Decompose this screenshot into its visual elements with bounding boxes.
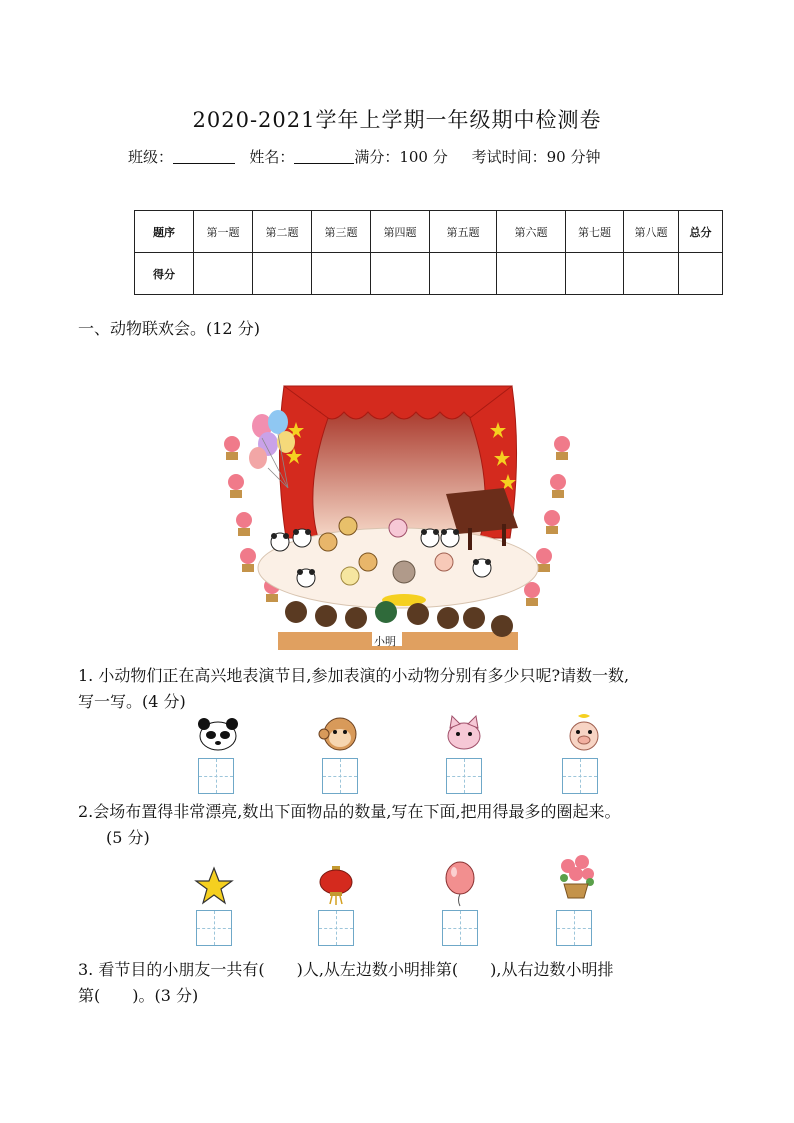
page-title: 2020-2021学年上学期一年级期中检测卷 xyxy=(192,108,602,132)
star-icon xyxy=(194,866,234,906)
table-cell: 第二题 xyxy=(253,211,312,253)
score-cell[interactable] xyxy=(430,253,497,295)
class-label: 班级： xyxy=(128,148,174,166)
answer-box-cat[interactable] xyxy=(446,758,482,794)
flowerpot-icon xyxy=(556,852,596,902)
score-cell[interactable] xyxy=(566,253,624,295)
answer-box-balloon[interactable] xyxy=(442,910,478,946)
score-table-score-row xyxy=(135,253,723,295)
exam-info xyxy=(128,146,600,167)
table-cell: 第一题 xyxy=(194,211,253,253)
pig-icon xyxy=(564,712,604,752)
lantern-icon xyxy=(316,864,356,906)
name-label: 姓名： xyxy=(249,148,295,166)
question-2-text: 2.会场布置得非常漂亮,数出下面物品的数量,写在下面,把用得最多的圈起来。 xyxy=(78,802,621,821)
table-cell: 第四题 xyxy=(371,211,430,253)
score-table xyxy=(134,210,723,295)
class-blank[interactable] xyxy=(173,163,235,164)
table-cell: 第七题 xyxy=(566,211,624,253)
score-cell[interactable] xyxy=(624,253,679,295)
exam-time: 考试时间：90 分钟 xyxy=(471,148,601,166)
table-cell: 第五题 xyxy=(430,211,497,253)
name-blank[interactable] xyxy=(294,163,354,164)
question-2-text-cont: (5 分) xyxy=(106,828,150,847)
table-cell: 第六题 xyxy=(497,211,566,253)
stage-illustration xyxy=(218,378,578,654)
table-cell: 得分 xyxy=(135,253,194,295)
score-cell[interactable] xyxy=(371,253,430,295)
question-3-text: 3. 看节目的小朋友一共有( )人,从左边数小明排第( ),从右边数小明排 xyxy=(78,960,614,979)
score-cell[interactable] xyxy=(194,253,253,295)
table-cell: 题序 xyxy=(135,211,194,253)
question-1-text-cont: 写一写。(4 分) xyxy=(78,692,186,711)
answer-box-panda[interactable] xyxy=(198,758,234,794)
full-score: 满分：100 分 xyxy=(354,148,448,166)
question-3-text-cont: 第( )。(3 分) xyxy=(78,986,199,1005)
score-cell[interactable] xyxy=(312,253,371,295)
cat-icon xyxy=(444,714,484,752)
answer-box-star[interactable] xyxy=(196,910,232,946)
answer-box-pig[interactable] xyxy=(562,758,598,794)
balloon-icon xyxy=(442,860,478,908)
table-cell: 第三题 xyxy=(312,211,371,253)
monkey-icon xyxy=(318,712,364,752)
answer-box-lantern[interactable] xyxy=(318,910,354,946)
answer-box-monkey[interactable] xyxy=(322,758,358,794)
answer-box-flowerpot[interactable] xyxy=(556,910,592,946)
score-cell[interactable] xyxy=(253,253,312,295)
panda-icon xyxy=(196,716,240,752)
score-cell[interactable] xyxy=(679,253,723,295)
table-cell: 总分 xyxy=(679,211,723,253)
question-1-text: 1. 小动物们正在高兴地表演节目,参加表演的小动物分别有多少只呢?请数一数, xyxy=(78,666,630,685)
score-table-header-row xyxy=(135,211,723,253)
section-heading: 一、动物联欢会。(12 分) xyxy=(78,319,260,338)
table-cell: 第八题 xyxy=(624,211,679,253)
xiaoming-label: 小明 xyxy=(374,635,396,648)
score-cell[interactable] xyxy=(497,253,566,295)
